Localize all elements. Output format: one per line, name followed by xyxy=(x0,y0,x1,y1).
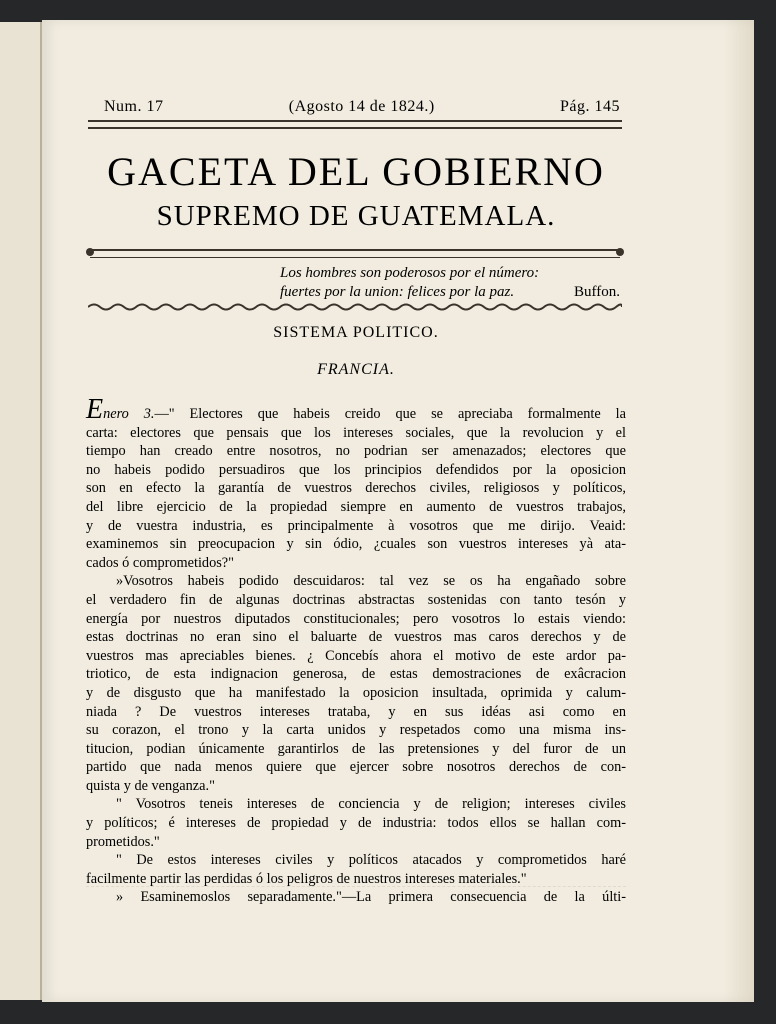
text-line: quista y de venganza." xyxy=(86,777,215,794)
text-line: »Vosotros habeis podido descuidaros: tal vez se os ha engañado sobre xyxy=(116,573,626,590)
header-rule xyxy=(88,120,622,129)
text-line: no habeis podido persuadiros que los principios defendidos por la oposicion xyxy=(86,461,626,478)
paragraph xyxy=(86,394,626,425)
text-line: " Vosotros teneis intereses de conciencia y de religion; intereses civiles xyxy=(116,796,626,813)
text-line: niada ? De vuestros intereses trataba, y en sus idéas asi como en xyxy=(86,703,626,720)
text-line: prometidos." xyxy=(86,833,160,850)
text-line: examinemos sin preocupacion y sin ódio, ¿cuales son vuestros intereses yà ata- xyxy=(86,536,626,553)
motto xyxy=(280,264,620,302)
text-line: del libre ejercicio de la propiedad siempre en aumento de vuestros trabajos, xyxy=(86,498,626,515)
text-line: carta: electores que pensais que los intereses sociales, que la revolucion y el xyxy=(86,424,626,441)
text-line: tiempo han creado entre nosotros, no podrian ser amenazados; electores que xyxy=(86,443,626,460)
drop-cap: E xyxy=(86,394,104,425)
text-line: —" Electores que habeis creido que se apreciaba formalmente la xyxy=(154,406,626,422)
dateline: nero 3. xyxy=(103,406,155,422)
text-line: triotico, de esta indignacion generosa, de estas demostraciones de exâcracion xyxy=(86,666,626,683)
issue-date: (Agosto 14 de 1824.) xyxy=(288,98,435,115)
motto-line-1: Los hombres son poderosos por el número: xyxy=(280,265,540,281)
text-line: energía por nuestros diputados constitucionales; pero vosotros lo estais viendo: xyxy=(86,610,626,627)
left-page-edge xyxy=(0,22,42,1000)
text-line: y políticos; é intereses de propiedad y de industria: todos ellos se hallan com- xyxy=(86,815,626,832)
text-line: y de disgusto que ha manifestado la oposicion insultada, oprimida y calum- xyxy=(86,684,626,701)
text-line: titucion, podian únicamente garantirlos de las pretensiones y del furor de un xyxy=(86,740,626,757)
wavy-rule xyxy=(88,302,622,312)
text-line: el verdadero fin de algunas doctrinas abstractas sostenidas con tanto tesón y xyxy=(86,591,626,608)
text-line: vuestros mas apreciables bienes. ¿ Concebís ahora el motivo de este ardor pa- xyxy=(86,647,626,664)
section-title: SISTEMA POLITICO. xyxy=(273,324,439,341)
text-line: facilmente partir las perdidas ó los peligros de nuestros intereses materiales." xyxy=(86,870,527,887)
section-country: FRANCIA. xyxy=(317,361,395,378)
issue-number: Num. 17 xyxy=(104,98,164,115)
motto-line-2: fuertes por la union: felices por la paz. xyxy=(280,284,515,300)
text-line: estas doctrinas no eran sino el baluarte de vuestros mas caros derechos y de xyxy=(86,629,626,646)
ornamental-rule xyxy=(90,249,620,258)
page-edge-shadow xyxy=(724,20,754,1002)
text-line: su corazon, el trono y la carta unidos y respetados como una misma ins- xyxy=(86,722,626,739)
issue-header xyxy=(104,98,620,116)
motto-author: Buffon. xyxy=(574,284,620,300)
masthead-subtitle: SUPREMO DE GUATEMALA. xyxy=(156,200,556,232)
text-line: partido que nada menos quiere que ejercer sobre nosotros derechos de con- xyxy=(86,759,626,776)
show-through-text xyxy=(86,886,626,937)
page-number: Pág. 145 xyxy=(559,98,620,115)
text-line: cados ó comprometidos?" xyxy=(86,554,234,571)
text-line: son en efecto la garantía de vuestros derechos civiles, religiosos y políticos, xyxy=(86,480,626,497)
article-body xyxy=(86,394,626,907)
text-line: y de vuestra industria, es principalmente à vosotros que me dirijo. Veaid: xyxy=(86,517,626,534)
text-line: " De estos intereses civiles y políticos atacados y comprometidos haré xyxy=(116,852,626,869)
masthead-title: GACETA DEL GOBIERNO xyxy=(107,149,605,194)
text-line: » Esaminemoslos separadamente."—La primera consecuencia de la últi- xyxy=(116,889,626,906)
